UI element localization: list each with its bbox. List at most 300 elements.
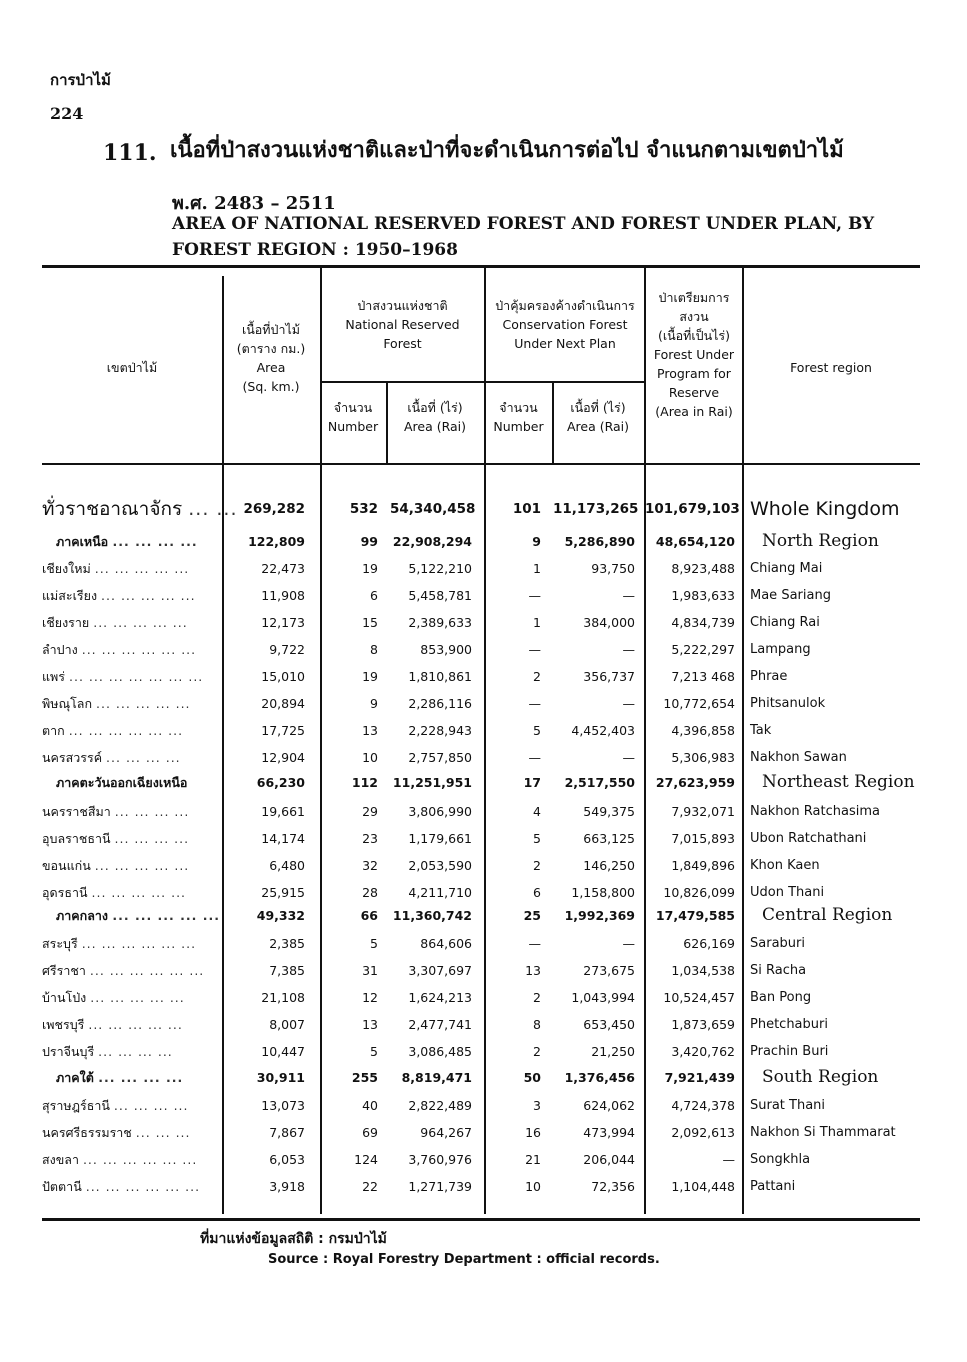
leader-dots: ... ... ... ... [106,750,181,765]
cell-area: 10,447 [261,1044,305,1059]
cell-nrf-area: 2,477,741 [408,1017,472,1032]
cell-region-english: Whole Kingdom [750,498,900,520]
table-row [0,1038,966,1065]
cell-nrf-area: 3,086,485 [408,1044,472,1059]
region-thai-name: ศรีราชา [42,963,86,978]
cell-region-english: Nakhon Si Thammarat [750,1125,896,1140]
region-thai-name: แพร่ [42,669,66,684]
cell-region-thai [42,636,217,663]
cell-area: 21,108 [261,990,305,1005]
cell-region-english: Songkhla [750,1152,811,1167]
region-thai-name: สุราษฎร์ธานี [42,1098,110,1113]
cell-region-english: Nakhon Ratchasima [750,804,880,819]
header-cf-area: เนื้อที่ (ไร่) Area (Rai) [566,400,630,434]
cell-region-english: Khon Kaen [750,858,820,873]
cell-region-english: Phrae [750,669,788,684]
cell-nrf-number: 23 [362,831,378,846]
cell-cf-area: 1,376,456 [564,1070,635,1085]
cell-nrf-area: 2,822,489 [408,1098,472,1113]
cell-nrf-area: 2,757,850 [408,750,472,765]
cell-cf-number: 9 [532,534,541,549]
cell-region-thai [42,609,217,636]
cell-region-english: Mae Sariang [750,588,831,603]
cell-cf-number: 25 [523,908,541,923]
cell-cf-number: — [528,588,541,603]
cell-area: 12,173 [261,615,305,630]
leader-dots: ... ... ... ... ... [101,588,196,603]
table-row [0,555,966,582]
leader-dots: ... ... ... ... ... [93,615,188,630]
table-row [0,769,966,796]
table-row [0,717,966,744]
cell-region-thai [42,902,220,929]
cell-nrf-area: 4,211,710 [408,885,472,900]
cell-region-thai [42,1064,217,1091]
cell-region-english: Phitsanulok [750,696,826,711]
table-row [0,1173,966,1200]
cell-nrf-number: 66 [360,908,378,923]
cell-nrf-area: 864,606 [420,936,472,951]
cell-nrf-number: 15 [362,615,378,630]
cell-cf-number: — [528,696,541,711]
cell-cf-number: 8 [533,1017,541,1032]
table-row [0,1011,966,1038]
cell-program-area: 10,826,099 [663,885,735,900]
table-top-rule [42,265,920,268]
cell-area: 49,332 [256,908,305,923]
leader-dots: ... ... ... ... ... ... [85,1179,201,1194]
leader-dots: ... ... ... ... ... [90,990,185,1005]
leader-dots: ... ... ... ... ... [88,1017,183,1032]
cell-cf-number: — [528,750,541,765]
header-cf-number: จำนวน Number [493,400,544,434]
header-group-rule-1 [320,381,485,383]
cell-cf-area: 206,044 [583,1152,635,1167]
header-forest-under-program: ป่าเตรียมการ สงวน (เนื้อที่เป็นไร่) Forest Under Program for Reserve (Area in Rai) [653,290,735,419]
cell-program-area: 4,834,739 [671,615,735,630]
cell-cf-area: 663,125 [583,831,635,846]
cell-region-english: South Region [762,1067,879,1087]
cell-nrf-area: 2,053,590 [408,858,472,873]
cell-cf-number: 21 [525,1152,541,1167]
cell-region-thai [42,582,217,609]
cell-cf-number: — [528,642,541,657]
cell-area: 7,867 [269,1125,305,1140]
cell-nrf-number: 13 [362,1017,378,1032]
cell-nrf-number: 255 [351,1070,378,1085]
leader-dots: ... ... ... ... ... ... ... [69,669,204,684]
region-thai-name: พิษณุโลก [42,696,93,711]
region-thai-name: นครสวรรค์ [42,750,103,765]
cell-program-area: 1,983,633 [671,588,735,603]
cell-cf-area: — [622,936,635,951]
region-thai-name: เพชรบุรี [42,1017,85,1032]
cell-nrf-area: 2,286,116 [408,696,472,711]
table-row [0,582,966,609]
cell-nrf-area: 3,806,990 [408,804,472,819]
cell-region-thai [42,528,217,555]
leader-dots: ... ... ... ... [98,1044,173,1059]
cell-cf-area: 273,675 [583,963,635,978]
table-row [0,1146,966,1173]
region-thai-name: เชียงราย [42,615,90,630]
cell-nrf-number: 5 [370,1044,378,1059]
table-title-english-1: AREA OF NATIONAL RESERVED FOREST AND FOREST UNDER PLAN, BY [172,214,875,234]
cell-nrf-number: 112 [351,775,378,790]
leader-dots: ... ... ... ... ... [94,561,190,576]
cell-region-english: Saraburi [750,936,805,951]
table-row [0,663,966,690]
cell-nrf-area: 2,228,943 [408,723,472,738]
cell-nrf-area: 1,810,861 [408,669,472,684]
table-row [0,528,966,555]
leader-dots: ... ... ... ... [112,534,198,549]
region-thai-name: ภาคตะวันออกเฉียงเหนือ [56,775,188,790]
cell-region-english: Surat Thani [750,1098,826,1113]
cell-region-english: Pattani [750,1179,796,1194]
cell-region-thai [42,1038,217,1065]
table-row [0,744,966,771]
cell-cf-area: — [622,750,635,765]
cell-area: 3,918 [269,1179,305,1194]
cell-nrf-number: 99 [360,534,378,549]
cell-program-area: 7,932,071 [671,804,735,819]
leader-dots: ... ... ... ... ... ... [68,723,184,738]
cell-nrf-area: 54,340,458 [390,501,476,517]
cell-nrf-number: 22 [362,1179,378,1194]
source-thai: ที่มาแห่งข้อมูลสถิติ : กรมป่าไม้ [200,1231,387,1247]
table-row [0,690,966,717]
cell-nrf-number: 124 [354,1152,378,1167]
cell-cf-number: 16 [525,1125,541,1140]
region-thai-name: อุบลราชธานี [42,831,111,846]
cell-program-area: 3,420,762 [671,1044,735,1059]
cell-program-area: 1,034,538 [671,963,735,978]
cell-program-area: — [722,1152,735,1167]
cell-region-english: Northeast Region [762,772,915,792]
cell-nrf-area: 1,179,661 [408,831,472,846]
cell-program-area: 4,396,858 [671,723,735,738]
leader-dots: ... ... ... ... ... [91,885,187,900]
cell-region-english: Tak [750,723,772,738]
cell-cf-area: 473,994 [583,1125,635,1140]
cell-cf-area: 72,356 [591,1179,635,1194]
cell-nrf-area: 2,389,633 [408,615,472,630]
cell-area: 11,908 [261,588,305,603]
table-number: 111. [103,140,157,166]
header-region-thai: เขตป่าไม้ [106,360,158,375]
cell-area: 14,174 [261,831,305,846]
leader-dots: ... ... ... ... [113,1098,189,1113]
cell-cf-area: 653,450 [583,1017,635,1032]
cell-region-english: Ubon Ratchathani [750,831,867,846]
table-row [0,1092,966,1119]
cell-nrf-number: 19 [362,669,378,684]
cell-area: 25,915 [261,885,305,900]
region-thai-name: ตาก [42,723,65,738]
cell-nrf-area: 853,900 [420,642,472,657]
cell-nrf-number: 19 [362,561,378,576]
cell-area: 20,894 [261,696,305,711]
table-row [0,902,966,929]
cell-area: 9,722 [269,642,305,657]
leader-dots: ... ... ... ... ... ... [89,963,205,978]
cell-nrf-number: 9 [370,696,378,711]
cell-cf-number: 4 [533,804,541,819]
cell-region-thai [42,930,217,957]
header-nrf-number: จำนวน Number [327,400,379,434]
cell-region-thai [42,957,217,984]
region-thai-name: นครศรีธรรมราช [42,1125,132,1140]
cell-cf-area: 1,158,800 [571,885,635,900]
cell-cf-area: 356,737 [583,669,635,684]
cell-area: 6,053 [269,1152,305,1167]
cell-cf-area: 21,250 [591,1044,635,1059]
region-thai-name: เชียงใหม่ [42,561,91,576]
table-row [0,1064,966,1091]
cell-cf-number: 2 [533,858,541,873]
cell-region-thai [42,1173,217,1200]
cell-nrf-number: 5 [370,936,378,951]
leader-dots: ... ... ... ... ... ... [81,642,197,657]
cell-area: 22,473 [261,561,305,576]
cell-nrf-area: 11,360,742 [392,908,472,923]
cell-cf-area: 11,173,265 [553,501,639,517]
region-thai-name: ปัตตานี [42,1179,82,1194]
cell-program-area: 4,724,378 [671,1098,735,1113]
cell-cf-area: 5,286,890 [564,534,635,549]
leader-dots: ... ... ... ... ... [96,696,191,711]
cell-area: 7,385 [269,963,305,978]
cell-program-area: 5,306,983 [671,750,735,765]
header-region-english: Forest region [790,360,872,375]
cell-cf-number: 2 [533,669,541,684]
cell-program-area: 1,104,448 [671,1179,735,1194]
cell-region-thai [42,1119,217,1146]
cell-program-area: 2,092,613 [671,1125,735,1140]
cell-region-thai [42,852,217,879]
region-thai-name: สงขลา [42,1152,79,1167]
cell-area: 6,480 [269,858,305,873]
cell-nrf-number: 10 [362,750,378,765]
cell-program-area: 7,921,439 [664,1070,735,1085]
region-thai-name: อุดรธานี [42,885,88,900]
table-bottom-rule [42,1218,920,1221]
cell-cf-area: 146,250 [583,858,635,873]
cell-region-thai [42,555,217,582]
cell-cf-number: — [528,936,541,951]
cell-nrf-number: 8 [370,642,378,657]
cell-program-area: 7,213 468 [671,669,735,684]
leader-dots: ... ... ... ... ... ... [82,1152,198,1167]
region-thai-name: ทั่วราชอาณาจักร [42,498,183,520]
cell-program-area: 48,654,120 [655,534,735,549]
cell-program-area: 17,479,585 [655,908,735,923]
region-thai-name: บ้านโป่ง [42,990,87,1005]
region-thai-name: สระบุรี [42,936,78,951]
cell-cf-area: 624,062 [583,1098,635,1113]
cell-cf-number: 2 [533,1044,541,1059]
cell-region-english: Si Racha [750,963,807,978]
leader-dots: ... ... ... ... ... [112,908,220,923]
header-bottom-rule [42,463,920,465]
cell-region-english: Ban Pong [750,990,812,1005]
cell-program-area: 101,679,103 [645,501,740,517]
cell-nrf-number: 32 [362,858,378,873]
region-thai-name: ภาคกลาง [56,908,108,923]
cell-area: 122,809 [248,534,305,549]
source-english: Source : Royal Forestry Department : official records. [268,1252,660,1267]
cell-cf-area: — [622,696,635,711]
cell-cf-number: 5 [533,831,541,846]
cell-nrf-number: 69 [362,1125,378,1140]
cell-area: 269,282 [243,501,305,517]
leader-dots: ... ... ... ... [114,804,190,819]
cell-nrf-number: 532 [349,501,378,517]
leader-dots: ... ... ... ... [98,1070,184,1085]
cell-nrf-number: 6 [370,588,378,603]
cell-cf-area: 1,043,994 [571,990,635,1005]
table-row [0,496,966,523]
cell-nrf-area: 8,819,471 [401,1070,472,1085]
cell-nrf-area: 5,458,781 [408,588,472,603]
region-thai-name: ภาคใต้ [56,1070,94,1085]
table-row [0,798,966,825]
cell-region-thai [42,663,217,690]
table-row [0,636,966,663]
cell-cf-number: 17 [523,775,541,790]
cell-region-english: Central Region [762,905,893,925]
region-thai-name: นครราชสีมา [42,804,111,819]
cell-area: 15,010 [261,669,305,684]
region-thai-name: แม่สะเรียง [42,588,98,603]
cell-nrf-area: 3,760,976 [408,1152,472,1167]
cell-region-english: Nakhon Sawan [750,750,847,765]
cell-program-area: 10,772,654 [663,696,735,711]
cell-region-english: Chiang Mai [750,561,823,576]
cell-nrf-number: 12 [362,990,378,1005]
header-group-rule-2 [485,381,645,383]
leader-dots: ... ... ... ... ... [94,858,190,873]
cell-cf-number: 50 [523,1070,541,1085]
cell-region-english: Udon Thani [750,885,825,900]
cell-program-area: 8,923,488 [671,561,735,576]
cell-program-area: 27,623,959 [655,775,735,790]
header-national-reserved-forest: ป่าสงวนแห่งชาติ National Reserved Forest [345,298,460,351]
region-thai-name: ลำปาง [42,642,78,657]
cell-nrf-number: 28 [362,885,378,900]
cell-cf-number: 1 [533,615,541,630]
region-thai-name: ภาคเหนือ [56,534,109,549]
cell-region-thai [42,984,217,1011]
cell-cf-number: 10 [525,1179,541,1194]
cell-region-english: Chiang Rai [750,615,820,630]
table-row [0,930,966,957]
cell-region-thai [42,1146,217,1173]
cell-area: 13,073 [261,1098,305,1113]
cell-area: 30,911 [256,1070,305,1085]
table-row [0,825,966,852]
cell-cf-area: 1,992,369 [564,908,635,923]
cell-nrf-number: 31 [362,963,378,978]
cell-nrf-number: 40 [362,1098,378,1113]
cell-program-area: 1,849,896 [671,858,735,873]
leader-dots: ... ... ... ... [114,831,190,846]
cell-program-area: 1,873,659 [671,1017,735,1032]
cell-region-english: Lampang [750,642,811,657]
cell-region-thai [42,1011,217,1038]
cell-region-thai [42,690,217,717]
table-row [0,1119,966,1146]
cell-area: 2,385 [269,936,305,951]
cell-cf-number: 6 [533,885,541,900]
table-row [0,957,966,984]
table-row [0,984,966,1011]
cell-cf-area: 2,517,550 [564,775,635,790]
cell-area: 66,230 [256,775,305,790]
cell-region-thai [42,744,217,771]
leader-dots: ... ... [188,498,238,520]
cell-region-english: Phetchaburi [750,1017,828,1032]
cell-program-area: 7,015,893 [671,831,735,846]
cell-cf-area: 384,000 [583,615,635,630]
cell-region-thai [42,496,238,523]
cell-cf-area: 549,375 [583,804,635,819]
cell-region-thai [42,1092,217,1119]
cell-cf-number: 101 [512,501,541,517]
cell-nrf-area: 22,908,294 [392,534,472,549]
cell-region-english: North Region [762,531,879,551]
cell-nrf-area: 964,267 [420,1125,472,1140]
cell-cf-area: — [622,642,635,657]
cell-area: 8,007 [269,1017,305,1032]
table-title-english-2: FOREST REGION : 1950–1968 [172,240,458,260]
cell-cf-number: 1 [533,561,541,576]
header-area: เนื้อที่ป่าไม้ (ตาราง กม.) Area (Sq. km.) [236,322,306,394]
region-thai-name: ปราจีนบุรี [42,1044,95,1059]
page-category: การป่าไม้ [50,71,111,89]
cell-region-thai [42,798,217,825]
cell-program-area: 10,524,457 [663,990,735,1005]
table-title-thai: เนื้อที่ป่าสงวนแห่งชาติและป่าที่จะดำเนินการต่อไป จำแนกตามเขตป่าไม้ [170,138,844,163]
cell-nrf-area: 3,307,697 [408,963,472,978]
cell-area: 12,904 [261,750,305,765]
cell-region-english: Prachin Buri [750,1044,829,1059]
page-number: 224 [50,104,84,123]
header-conservation-forest: ป่าคุ้มครองค้างดำเนินการ Conservation Forest Under Next Plan [495,298,635,351]
cell-area: 19,661 [261,804,305,819]
cell-region-thai [42,717,217,744]
cell-cf-number: 5 [533,723,541,738]
cell-nrf-number: 29 [362,804,378,819]
cell-cf-number: 2 [533,990,541,1005]
table-years-thai: พ.ศ. 2483 – 2511 [172,193,336,214]
cell-cf-number: 13 [525,963,541,978]
cell-program-area: 5,222,297 [671,642,735,657]
table-row [0,609,966,636]
cell-nrf-area: 1,271,739 [408,1179,472,1194]
cell-region-thai [42,825,217,852]
cell-area: 17,725 [261,723,305,738]
cell-region-thai [42,769,217,796]
cell-cf-area: 93,750 [591,561,635,576]
cell-cf-area: — [622,588,635,603]
cell-nrf-area: 5,122,210 [408,561,472,576]
cell-cf-number: 3 [533,1098,541,1113]
cell-nrf-number: 13 [362,723,378,738]
cell-program-area: 626,169 [683,936,735,951]
cell-cf-area: 4,452,403 [571,723,635,738]
